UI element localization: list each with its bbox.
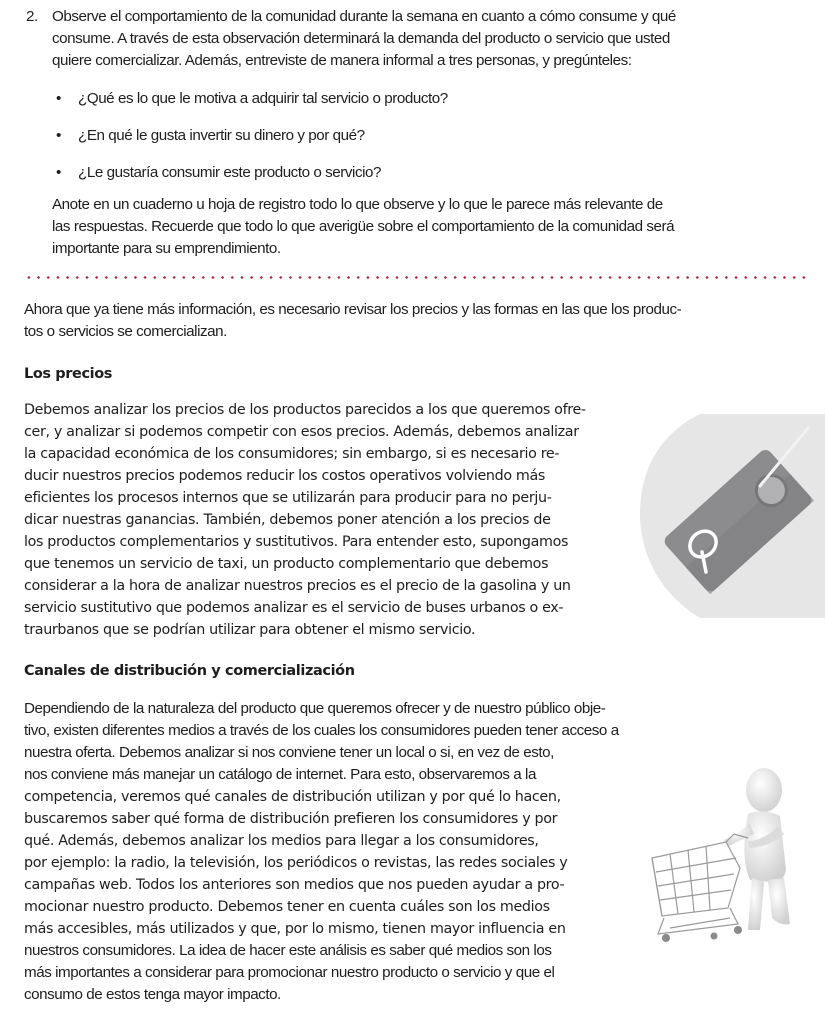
text-line: la capacidad económica de los consumidores; sin embargo, si es necesario re- [24, 446, 560, 462]
text-line: los productos complementarios y sustitutivos. Para entender esto, supongamos [24, 534, 569, 550]
section-heading: Los precios [24, 366, 113, 382]
question-text: ¿En qué le gusta invertir su dinero y por qué? [78, 127, 365, 144]
text-line: importante para su emprendimiento. [52, 240, 281, 257]
question-text: ¿Le gustaría consumir este producto o servicio? [78, 164, 382, 181]
dotted-separator [24, 276, 810, 279]
text-line: tos o servicios se comercializan. [24, 323, 227, 340]
text-line: consumo de estos tenga mayor impacto. [24, 986, 281, 1003]
text-line: considerar a la hora de analizar nuestros precios es el precio de la gasolina y un [24, 578, 571, 594]
text-line: qué. Además, debemos analizar los medios para llegar a los consumidores, [24, 833, 539, 849]
text-line: dicar nuestras ganancias. También, debemos poner atención a los precios de [24, 512, 551, 528]
text-line: nuestra oferta. Debemos analizar si nos conviene tener un local o si, en vez de esto, [24, 744, 554, 761]
text-line: nuestros consumidores. La idea de hacer este análisis es saber qué medios son los [24, 942, 552, 959]
note-paragraph [52, 194, 812, 260]
bullet-icon: • [56, 127, 61, 144]
text-line: Debemos analizar los precios de los productos parecidos a los que queremos ofre- [24, 402, 586, 418]
text-line: más accesibles, más utilizados y que, por lo mismo, tienen mayor influencia en [24, 921, 566, 937]
text-line: competencia, veremos qué canales de distribución utilizan y por qué lo hacen, [24, 789, 561, 805]
text-line: servicio sustitutivo que podemos analizar es el servicio de buses urbanos o ex- [24, 600, 564, 616]
item-instruction [52, 6, 812, 72]
intro-paragraph [24, 299, 814, 343]
list-item [56, 88, 776, 110]
bullet-icon: • [56, 90, 61, 107]
text-line: Anote en un cuaderno u hoja de registro todo lo que observe y lo que le parece más relevante de [52, 196, 663, 213]
text-line: mocionar nuestro producto. Debemos tener en cuenta cuáles son los medios [24, 899, 550, 915]
text-line: consume. A través de esta observación determinará la demanda del producto o servicio que usted [52, 30, 670, 47]
question-text: ¿Qué es lo que le motiva a adquirir tal servicio o producto? [78, 90, 448, 107]
text-line: campañas web. Todos los anteriores son medios que nos pueden ayudar a pro- [24, 877, 565, 893]
text-line: nos conviene más manejar un catálogo de internet. Para esto, observaremos a la [24, 766, 536, 783]
text-line: Observe el comportamiento de la comunidad durante la semana en cuanto a cómo consume y qué [52, 8, 676, 25]
section-paragraph [24, 399, 664, 641]
shopping-cart-person-icon [640, 758, 825, 948]
text-line: quiere comercializar. Además, entreviste de manera informal a tres personas, y pregúnteles: [52, 52, 632, 69]
text-line: Dependiendo de la naturaleza del producto que queremos ofrecer y de nuestro público obje- [24, 700, 606, 717]
list-item [56, 162, 776, 184]
text-line: cer, y analizar si podemos competir con esos precios. Además, debemos analizar [24, 424, 579, 440]
text-line: ducir nuestros precios podemos reducir los costos operativos volviendo más [24, 468, 546, 484]
text-line: traurbanos que se podrían utilizar para obtener el mismo servicio. [24, 622, 476, 638]
text-line: que tenemos un servicio de taxi, un producto complementario que debemos [24, 556, 549, 572]
text-line: las respuestas. Recuerde que todo lo que averigüe sobre el comportamiento de la comunidad será [52, 218, 675, 235]
section-paragraph [24, 698, 744, 1006]
list-item [56, 125, 776, 147]
text-line: buscaremos saber qué forma de distribución prefieren los consumidores y por [24, 811, 558, 827]
text-line: por ejemplo: la radio, la televisión, los periódicos o revistas, las redes sociales y [24, 855, 568, 871]
list-number: 2. [26, 8, 38, 25]
price-tag-icon [640, 414, 825, 618]
text-line: eficientes los procesos internos que se utilizarán para producir para no perju- [24, 490, 552, 506]
text-line: Ahora que ya tiene más información, es necesario revisar los precios y las formas en las que los produc- [24, 301, 682, 318]
text-line: tivo, existen diferentes medios a través de los cuales los consumidores pueden tener acceso a [24, 722, 619, 739]
text-line: más importantes a considerar para promocionar nuestro producto o servicio y que el [24, 964, 555, 981]
question-list [56, 88, 776, 199]
section-heading: Canales de distribución y comercialización [24, 663, 355, 679]
bullet-icon: • [56, 164, 61, 181]
